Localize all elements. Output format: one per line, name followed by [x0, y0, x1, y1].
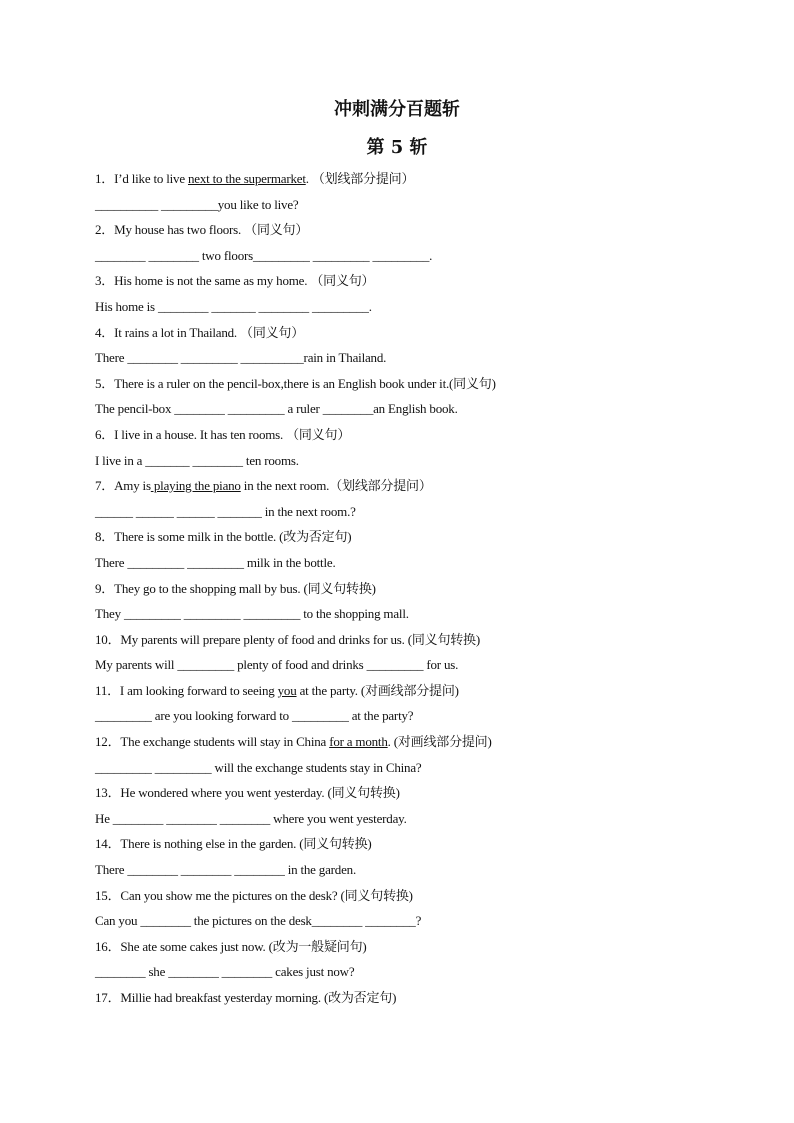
answer-5: The pencil-box ________ _________ a ruler ________an English book. [95, 401, 458, 417]
question-11: 11．I am looking forward to seeing you at the party. (对画线部分提问) [95, 682, 459, 698]
answer-12: _________ _________ will the exchange students stay in China? [95, 759, 422, 775]
answer-2: ________ ________ two floors_________ _________ _________. [95, 247, 433, 263]
question-3: 3．His home is not the same as my home. （同义句） [95, 273, 375, 289]
answer-6: I live in a _______ ________ ten rooms. [95, 452, 299, 468]
question-1: 1．I’d like to live next to the supermarket. （划线部分提问） [95, 171, 415, 186]
question-8: 8．There is some milk in the bottle. (改为否定句) [95, 529, 352, 545]
question-5: 5．There is a ruler on the pencil-box,there is an English book under it.(同义句) [95, 375, 496, 391]
question-10: 10．My parents will prepare plenty of food and drinks for us. (同义句转换) [95, 631, 480, 647]
question-7: 7．Amy is playing the piano in the next room.（划线部分提问） [95, 478, 432, 494]
question-16: 16．She ate some cakes just now. (改为一般疑问句) [95, 938, 367, 954]
answer-4: There ________ _________ __________rain in Thailand. [95, 350, 387, 366]
question-4: 4．It rains a lot in Thailand. （同义句） [95, 324, 305, 340]
question-14: 14．There is nothing else in the garden. (同义句转换) [95, 836, 372, 852]
answer-1: __________ _________you like to live? [95, 196, 299, 212]
answer-9: They _________ _________ _________ to the shopping mall. [95, 606, 409, 622]
answer-10: My parents will _________ plenty of food and drinks _________ for us. [95, 657, 459, 673]
worksheet-subtitle: 第 5 斩 [366, 137, 428, 158]
question-17: 17．Millie had breakfast yesterday morning. (改为否定句) [95, 990, 397, 1005]
question-6: 6．I live in a house. It has ten rooms. （同义句） [95, 426, 351, 442]
answer-3: His home is ________ _______ ________ _________. [95, 298, 372, 314]
answer-7: ______ ______ ______ _______ in the next room.? [95, 503, 356, 519]
answer-15: Can you ________ the pictures on the desk________ ________? [95, 913, 422, 929]
answer-13: He ________ ________ ________ where you went yesterday. [95, 810, 407, 826]
answer-8: There _________ _________ milk in the bottle. [95, 554, 336, 570]
answer-16: ________ she ________ ________ cakes just now? [95, 964, 355, 980]
question-13: 13．He wondered where you went yesterday. (同义句转换) [95, 785, 400, 801]
question-2: 2．My house has two floors. （同义句） [95, 222, 309, 238]
worksheet-title: 冲刺满分百题斩 [334, 99, 460, 120]
question-list [95, 166, 735, 1011]
question-12: 12．The exchange students will stay in China for a month. (对画线部分提问) [95, 734, 492, 750]
question-15: 15．Can you show me the pictures on the desk? (同义句转换) [95, 887, 413, 903]
answer-11: _________ are you looking forward to _________ at the party? [95, 708, 414, 724]
answer-14: There ________ ________ ________ in the garden. [95, 862, 357, 878]
question-9: 9．They go to the shopping mall by bus. (同义句转换) [95, 580, 376, 596]
